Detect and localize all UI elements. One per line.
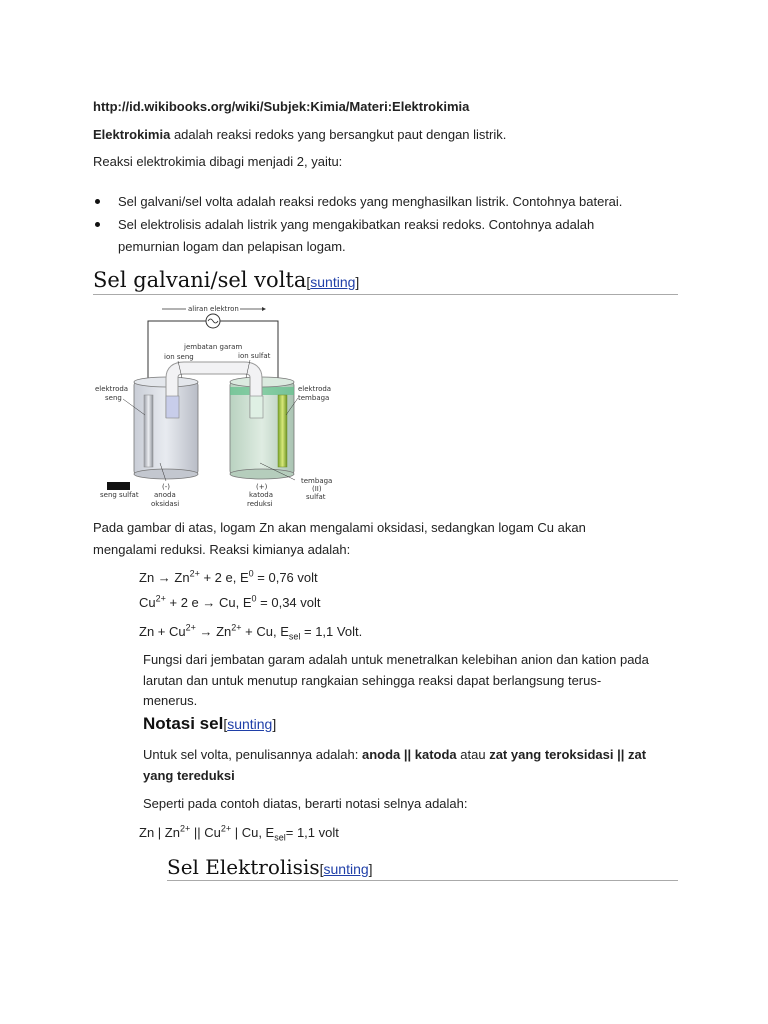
para-reaction-line1: Pada gambar di atas, logam Zn akan mengalami oksidasi, sedangkan logam Cu akan	[93, 520, 586, 535]
label-oksidasi: oksidasi	[151, 500, 180, 508]
edit-section-link-wrap: [sunting]	[306, 274, 360, 290]
label-katoda: katoda	[249, 491, 273, 499]
para-notation-line1: Untuk sel volta, penulisannya adalah: anoda || katoda atau zat yang teroksidasi || zat	[143, 747, 647, 762]
label-reduksi: reduksi	[247, 500, 273, 508]
edit-link-sunting[interactable]: sunting	[310, 274, 356, 290]
galvanic-cell-diagram	[90, 300, 350, 515]
label-tembaga: tembaga	[301, 477, 333, 485]
equation-cell-notation: Zn | $Zn^{2+}$ || $Cu^{2+}$ | Cu, $E_{sel}= 1,1$ volt	[139, 823, 339, 843]
edit-section-link-wrap: [sunting]	[319, 861, 373, 877]
bullet-item-elektrolisis: Sel elektrolisis adalah listrik yang mengakibatkan reaksi redoks. Contohnya adalah	[118, 217, 595, 232]
heading-title: Notasi sel	[143, 714, 224, 733]
para-example-notation: Seperti pada contoh diatas, berarti notasi selnya adalah:	[143, 796, 468, 811]
bullet-dot	[95, 222, 100, 227]
source-url: http://id.wikibooks.org/wiki/Subjek:Kimia/Materi:Elektrokimia	[93, 99, 470, 114]
label-aliran-elektron: aliran elektron	[188, 305, 239, 313]
intro-paragraph	[93, 125, 506, 145]
edit-link-sunting[interactable]: sunting	[227, 716, 273, 732]
heading-title: Sel Elektrolisis	[167, 855, 320, 879]
label-anoda: anoda	[154, 491, 176, 499]
label-jembatan-garam: jembatan garam	[184, 343, 243, 351]
equation-zn-oxidation: $Zn \to Zn^{2+} + 2$ e, $E^0 = 0,76$ volt	[139, 568, 318, 585]
heading-sel-elektrolisis	[167, 855, 373, 879]
bullet-item-elektrolisis-cont: pemurnian logam dan pelapisan logam.	[118, 239, 346, 254]
equation-cell-total: $Zn + Cu^{2+} \to Zn^{2+} + Cu$, $E_{sel} = 1,1$ Volt.	[139, 622, 363, 642]
heading-rule	[167, 880, 678, 881]
para-salt-bridge-line3: menerus.	[143, 693, 198, 708]
heading-notasi-sel	[143, 714, 276, 734]
label-elektroda-tembaga-2: tembaga	[298, 394, 330, 402]
copper-electrode	[278, 395, 287, 467]
edit-section-link-wrap: [sunting]	[223, 716, 277, 732]
label-ion-sulfat: ion sulfat	[238, 352, 271, 360]
para-reaction-line2: mengalami reduksi. Reaksi kimianya adalah:	[93, 542, 351, 557]
heading-title: Sel galvani/sel volta	[93, 268, 307, 292]
label-anoda-sign: (-)	[162, 483, 170, 491]
label-katoda-sign: (+)	[256, 483, 268, 491]
label-elektroda-seng-1: elektroda	[95, 385, 129, 393]
edit-link-sunting[interactable]: sunting	[323, 861, 369, 877]
intro-rest: adalah reaksi redoks yang bersangkut paut dengan listrik.	[170, 127, 507, 142]
intro-divided: Reaksi elektrokimia dibagi menjadi 2, yaitu:	[93, 154, 343, 169]
bullet-item-galvani: Sel galvani/sel volta adalah reaksi redoks yang menghasilkan listrik. Contohnya baterai.	[118, 194, 623, 209]
para-salt-bridge-line1: Fungsi dari jembatan garam adalah untuk menetralkan kelebihan anion dan kation pada	[143, 652, 649, 667]
zinc-electrode	[144, 395, 153, 467]
label-tembaga-ii: (II)	[312, 485, 322, 493]
zinc-sulfate-swatch	[107, 482, 130, 490]
para-salt-bridge-line2: larutan dan untuk menutup rangkaian sehingga reaksi dapat berlangsung terus-	[143, 673, 602, 688]
label-ion-seng: ion seng	[164, 353, 194, 361]
heading-rule	[93, 294, 678, 295]
intro-term: Elektrokimia	[93, 127, 171, 142]
label-seng-sulfat: seng sulfat	[100, 491, 139, 499]
label-elektroda-tembaga-1: elektroda	[298, 385, 332, 393]
label-elektroda-seng-2: seng	[105, 394, 122, 402]
bullet-dot	[95, 199, 100, 204]
label-sulfat: sulfat	[306, 493, 326, 501]
heading-sel-galvani	[93, 268, 359, 292]
equation-cu-reduction: $Cu^{2+} + 2$ e → Cu, $E^0 = 0,34$ volt	[139, 593, 321, 610]
para-notation-line2: yang tereduksi	[143, 768, 235, 783]
